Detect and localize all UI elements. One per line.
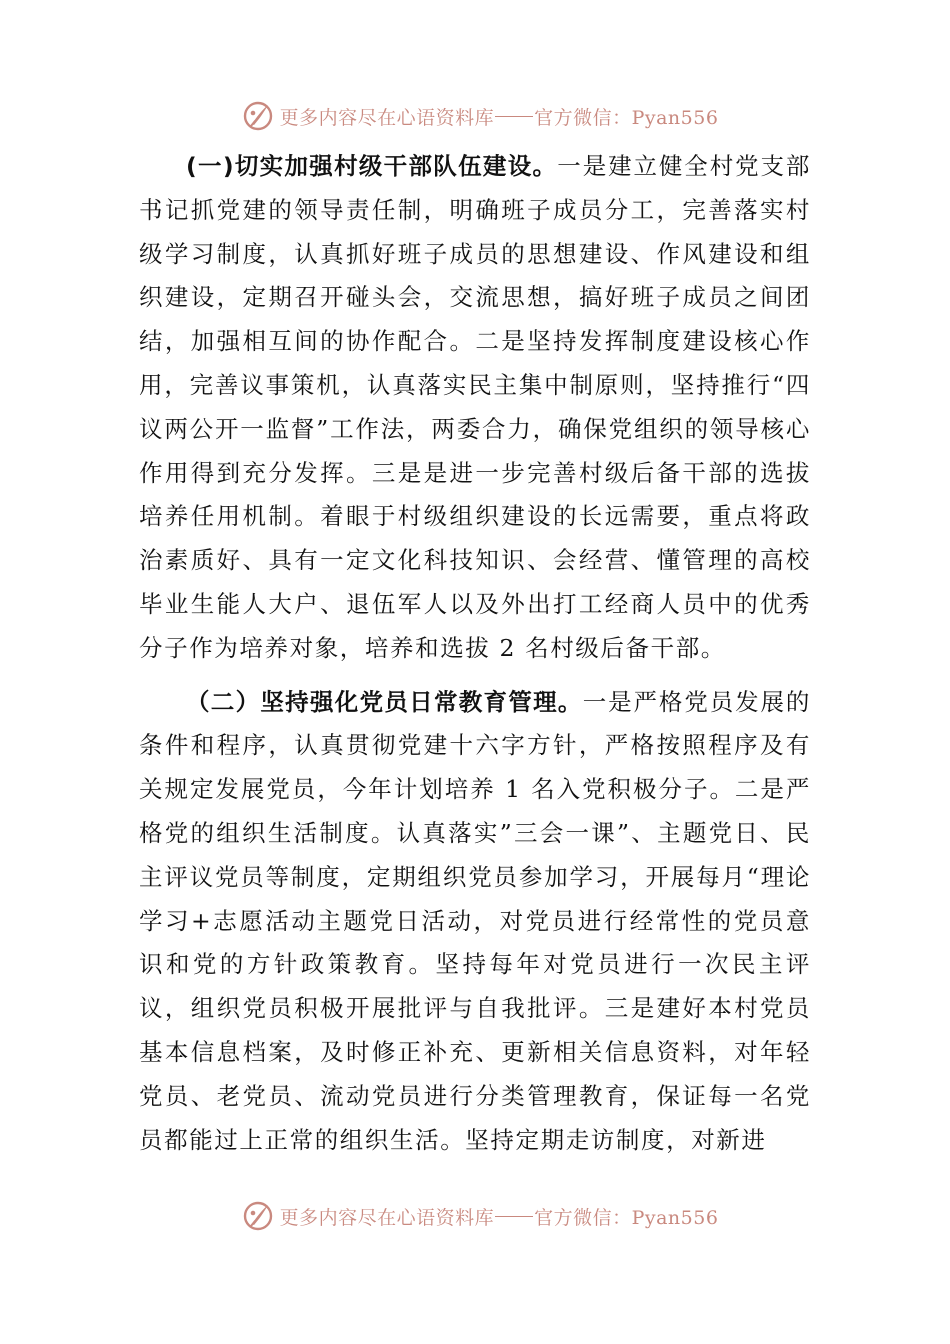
watermark-dash <box>495 1216 533 1217</box>
watermark-banner-inner <box>242 100 719 132</box>
watermark-banner-bottom <box>0 1198 950 1234</box>
document-body <box>139 145 811 1162</box>
section-heading-1: (一)切实加强村级干部队伍建设。 <box>186 152 558 180</box>
watermark-text: 更多内容尽在心语资料库 官方微信：Pyan556 <box>279 106 719 129</box>
quill-pen-logo-icon <box>242 1200 274 1232</box>
quill-pen-logo-icon <box>242 100 274 132</box>
paragraph-1-body: 一是建立健全村党支部书记抓党建的领导责任制，明确班子成员分工，完善落实村级学习制度，认真抓好班子成员的思想建设、作风建设和组织建设，定期召开碰头会，交流思想，搞好班子成员之间团结，加强相互间的协作配合。二是坚持发挥制度建设核心作用，完善议事策机，认真落实民主集中制原则，坚持推行“四议两公开一监督”工作法，两委合力，确保党组织的领导核心作用得到充分发挥。三是是进一步完善村级后备干部的选拔培养任用机制。着眼于村级组织建设的长远需要，重点将政治素质好、具有一定文化科技知识、会经营、懂管理的高校毕业生能人大户、退伍军人以及外出打工经商人员中的优秀分子作为培养对象，培养和选拔 2 名村级后备干部。 <box>139 152 812 662</box>
watermark-dash <box>495 116 533 117</box>
paragraph-2-body: 一是严格党员发展的条件和程序，认真贯彻党建十六字方针，严格按照程序及有关规定发展党员，今年计划培养 1 名入党积极分子。二是严格党的组织生活制度。认真落实”三会一课”、主题党日、民主评议党员等制度，定期组织党员参加学习，开展每月“理论学习+志愿活动主题党日活动，对党员进行经常性的党员意识和党的方针政策教育。坚持每年对党员进行一次民主评议，组织党员积极开展批评与自我批评。三是建好本村党员基本信息档案，及时修正补充、更新相关信息资料，对年轻党员、老党员、流动党员进行分类管理教育，保证每一名党员都能过上正常的组织生活。坚持定期走访制度，对新进 <box>139 687 811 1154</box>
watermark-text: 更多内容尽在心语资料库 官方微信：Pyan556 <box>279 1206 719 1229</box>
watermark-banner-top <box>0 98 950 134</box>
paragraph-1 <box>139 145 811 671</box>
paragraph-2 <box>139 681 811 1163</box>
watermark-banner-inner <box>242 1200 719 1232</box>
section-heading-2: （二）坚持强化党员日常教育管理。 <box>186 687 583 716</box>
